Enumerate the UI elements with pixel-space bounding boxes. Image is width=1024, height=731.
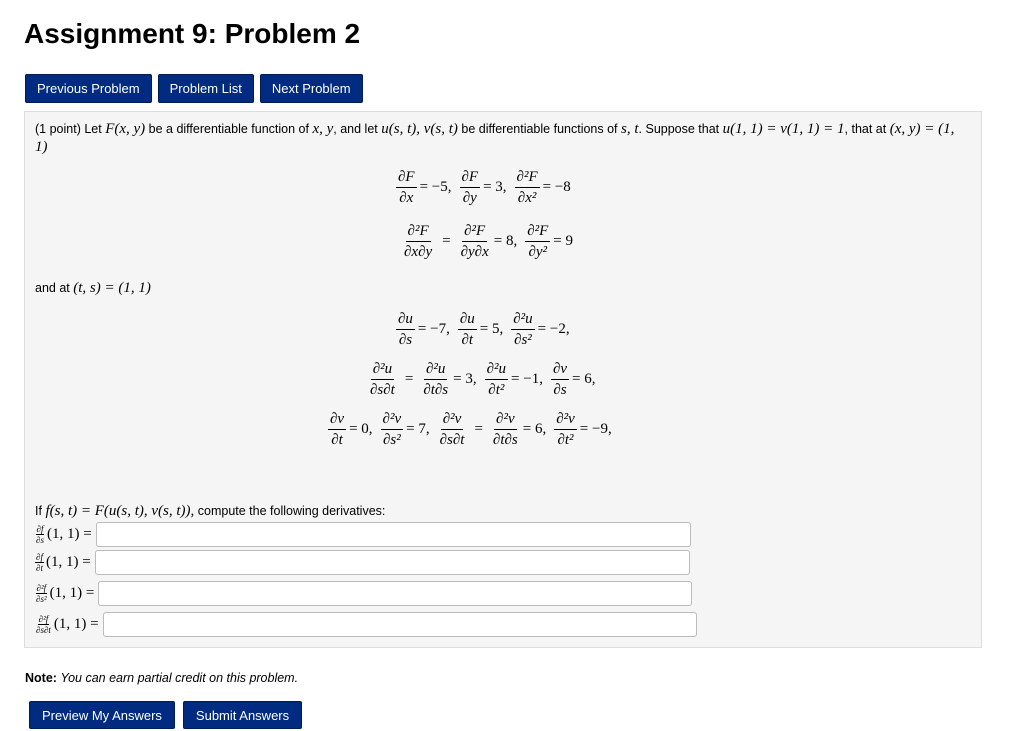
equation-row-v: $\frac{\partial v}{\partial t}$ = 0, $\frac{\text{∂²v}}{\text{∂s²}}$ = 7, $\frac{\text{∂²v}}{\partial s\partial t}$ = $\frac{\text{∂²v}}{\partial t\partial s}$ = 6, $\frac{\text{∂²v}}{\text{∂t²}}$ = −9, [330,411,612,448]
answer-input-d2f-ds2[interactable] [98,581,692,606]
problem-body [24,111,982,648]
answer-input-d2f-dsdt[interactable] [103,612,697,637]
answer-row-df-ds: $\frac{\partial f}{\partial s}$ (1, 1) = [35,522,691,547]
and-at-text: and at (t, s) = (1, 1) [35,280,151,296]
partial-credit-note: Note: You can earn partial credit on this problem. [25,671,299,685]
answer-row-d2f-ds2: $\frac{\text{∂²f}}{\text{∂s²}}$ (1, 1) = [35,581,692,606]
problem-list-button[interactable]: Problem List [158,74,254,103]
submit-actions [29,701,302,729]
preview-answers-button[interactable]: Preview My Answers [29,701,175,729]
problem-navigation [25,74,363,103]
next-problem-button[interactable]: Next Problem [260,74,363,103]
answer-row-df-dt: $\frac{\partial f}{\partial t}$ (1, 1) = [35,550,690,575]
answer-row-d2f-dsdt: $\frac{\text{∂²f}}{\partial s\partial t}$ (1, 1) = [35,612,697,637]
compute-instruction: If f(s, t) = F(u(s, t), v(s, t)), compute the following derivatives: [35,503,386,519]
equation-row-f-first: $\frac{\partial F}{\partial x}$ = −5, $\frac{\partial F}{\partial y}$ = 3, $\frac{\text{∂²F}}{\text{∂x²}}$ = −8 [398,169,571,206]
answer-input-df-dt[interactable] [95,550,690,575]
equation-row-f-second: $\frac{\text{∂²F}}{\partial x\partial y}$ = $\frac{\text{∂²F}}{\partial y\partial x}$ = 8, $\frac{\text{∂²F}}{\text{∂y²}}$ = 9 [404,223,574,260]
page-title: Assignment 9: Problem 2 [24,18,361,49]
problem-intro: (1 point) Let F(x, y) be a differentiable function of x, y, and let u(s, t), v(s, t) be differentiable functions of s, t. Suppose that u(1, 1) = v(1, 1) = 1, that at (x, y) = (1, 1) [35,121,955,155]
answer-input-df-ds[interactable] [96,522,691,547]
equation-row-u-first: $\frac{\partial u}{\partial s}$ = −7, $\frac{\partial u}{\partial t}$ = 5, $\frac{\text{∂²u}}{\text{∂s²}}$ = −2, [398,311,570,348]
submit-answers-button[interactable]: Submit Answers [183,701,302,729]
previous-problem-button[interactable]: Previous Problem [25,74,152,103]
equation-row-u-second: $\frac{\text{∂²u}}{\partial s\partial t}$ = $\frac{\text{∂²u}}{\partial t\partial s}$ = 3, $\frac{\text{∂²u}}{\text{∂t²}}$ = −1, $\frac{\partial v}{\partial s}$ = 6, [370,361,596,398]
